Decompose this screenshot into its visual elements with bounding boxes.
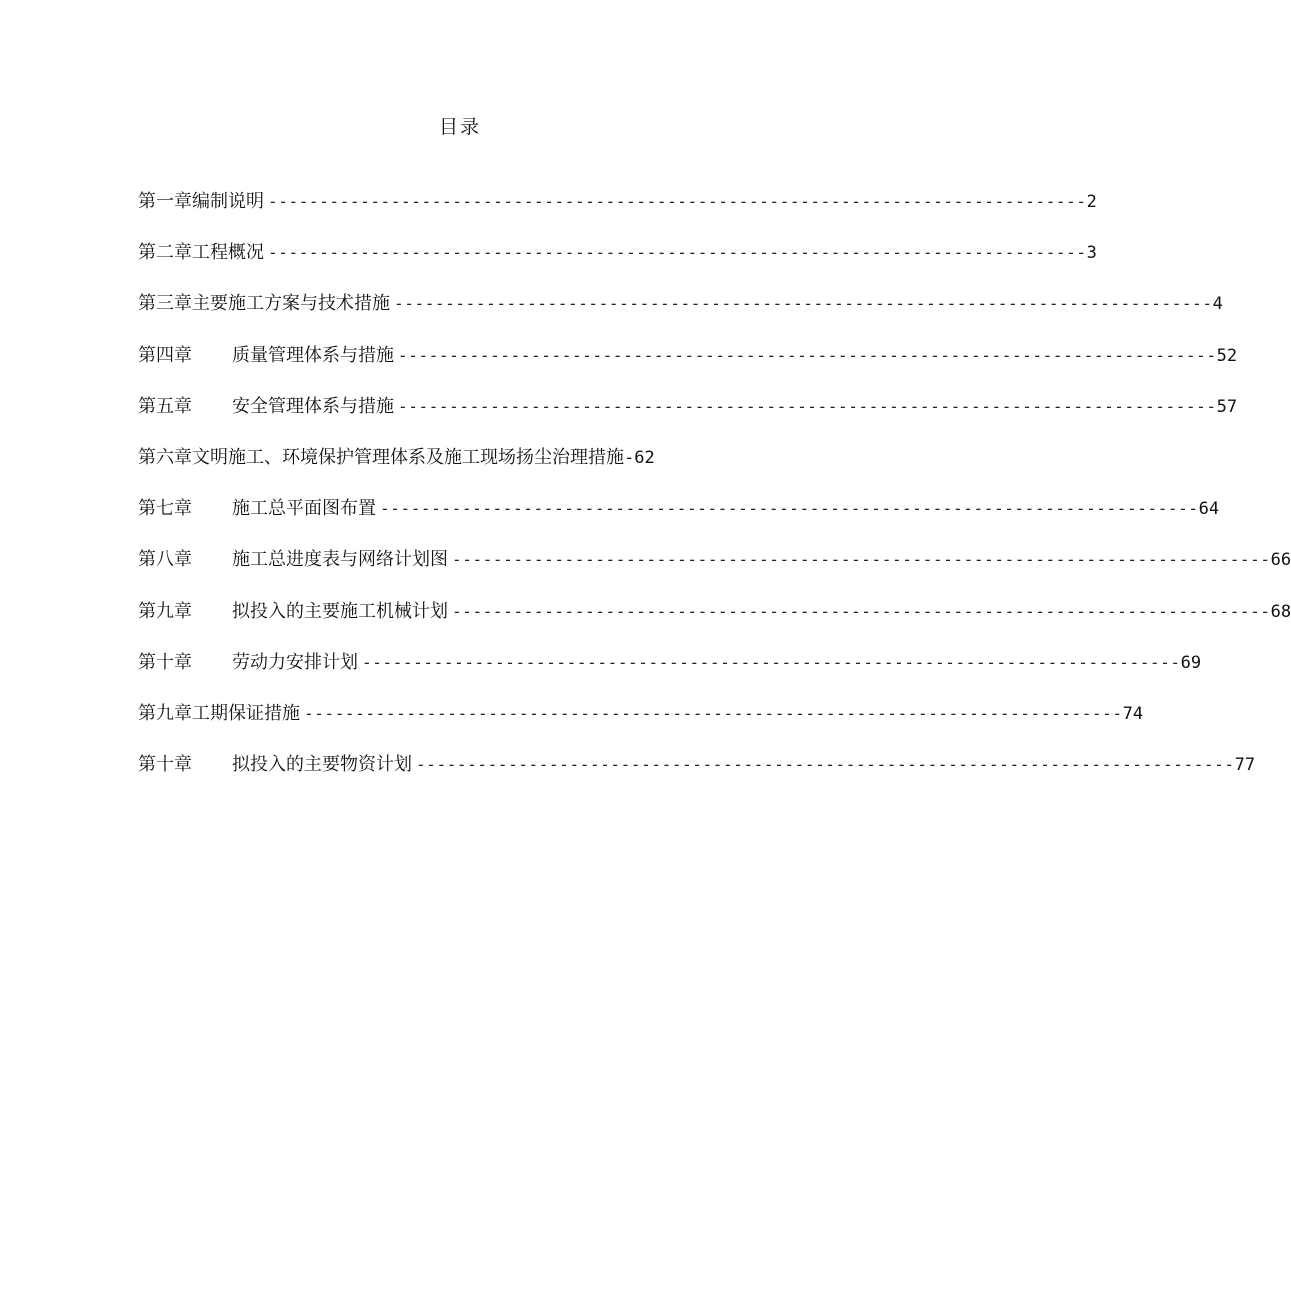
toc-list (138, 187, 1291, 801)
toc-page-number: 4 (1212, 294, 1223, 315)
toc-entry[interactable] (138, 750, 1256, 801)
toc-leader-dashes: -------------------------------------------------------------------------------- (416, 755, 1235, 775)
toc-chapter-label: 第二章工程概况 (138, 242, 264, 264)
toc-entry[interactable] (138, 289, 1223, 340)
toc-entry[interactable] (138, 187, 1097, 238)
toc-chapter-label: 第十章 拟投入的主要物资计划 (138, 754, 412, 776)
toc-leader-dashes: -------------------------------------------------------------------------------- (304, 703, 1123, 723)
toc-entry[interactable] (138, 238, 1097, 289)
toc-title: 目录 (438, 116, 481, 138)
toc-leader-dashes: -------------------------------------------------------------------------------- (362, 652, 1181, 672)
toc-entry[interactable] (138, 443, 778, 494)
toc-page-number: 69 (1180, 652, 1202, 673)
toc-page-number: 66 (1270, 550, 1291, 571)
toc-chapter-label: 第七章 施工总平面图布置 (138, 498, 376, 520)
toc-chapter-label: 第九章工期保证措施 (138, 702, 300, 724)
toc-entry[interactable] (138, 648, 1202, 699)
toc-chapter-label: 第九章 拟投入的主要施工机械计划 (138, 600, 448, 622)
toc-leader-dashes: -------------------------------------------------------------------------------- (380, 499, 1199, 519)
toc-leader-dashes: -------------------------------------------------------------------------------- (268, 192, 1087, 211)
toc-entry[interactable] (138, 341, 1238, 392)
toc-chapter-label: 第六章文明施工、环境保护管理体系及施工现场扬尘治理措施 (138, 446, 624, 468)
toc-chapter-label: 第十章 劳动力安排计划 (138, 651, 358, 673)
toc-entry[interactable] (138, 392, 1238, 443)
toc-leader-dashes: - (624, 447, 635, 468)
toc-page-number: 68 (1270, 601, 1291, 622)
toc-leader-dashes: -------------------------------------------------------------------------------- (394, 294, 1213, 314)
toc-leader-dashes: -------------------------------------------------------------------------------- (398, 396, 1217, 416)
toc-page-number: 57 (1216, 396, 1238, 417)
toc-page-number: 64 (1198, 499, 1220, 520)
toc-entry[interactable] (138, 597, 1291, 648)
toc-leader-dashes: -------------------------------------------------------------------------------- (398, 345, 1217, 365)
toc-leader-dashes: -------------------------------------------------------------------------------- (452, 601, 1271, 621)
toc-page-number: 62 (634, 447, 655, 468)
toc-page-number: 3 (1086, 243, 1097, 264)
toc-page-number: 74 (1122, 703, 1144, 724)
toc-leader-dashes: -------------------------------------------------------------------------------- (268, 243, 1087, 263)
toc-page-number: 52 (1216, 345, 1238, 366)
toc-chapter-label: 第四章 质量管理体系与措施 (138, 344, 394, 366)
toc-chapter-label: 第三章主要施工方案与技术措施 (138, 293, 390, 315)
toc-chapter-label: 第五章 安全管理体系与措施 (138, 395, 394, 417)
toc-entry[interactable] (138, 494, 1220, 545)
toc-page-number: 2 (1086, 192, 1097, 212)
toc-chapter-label: 第一章编制说明 (138, 191, 264, 212)
toc-chapter-label: 第八章 施工总进度表与网络计划图 (138, 549, 448, 571)
toc-entry[interactable] (138, 545, 1291, 596)
toc-entry[interactable] (138, 699, 1144, 750)
toc-page-number: 77 (1234, 755, 1256, 776)
toc-leader-dashes: -------------------------------------------------------------------------------- (452, 550, 1271, 570)
